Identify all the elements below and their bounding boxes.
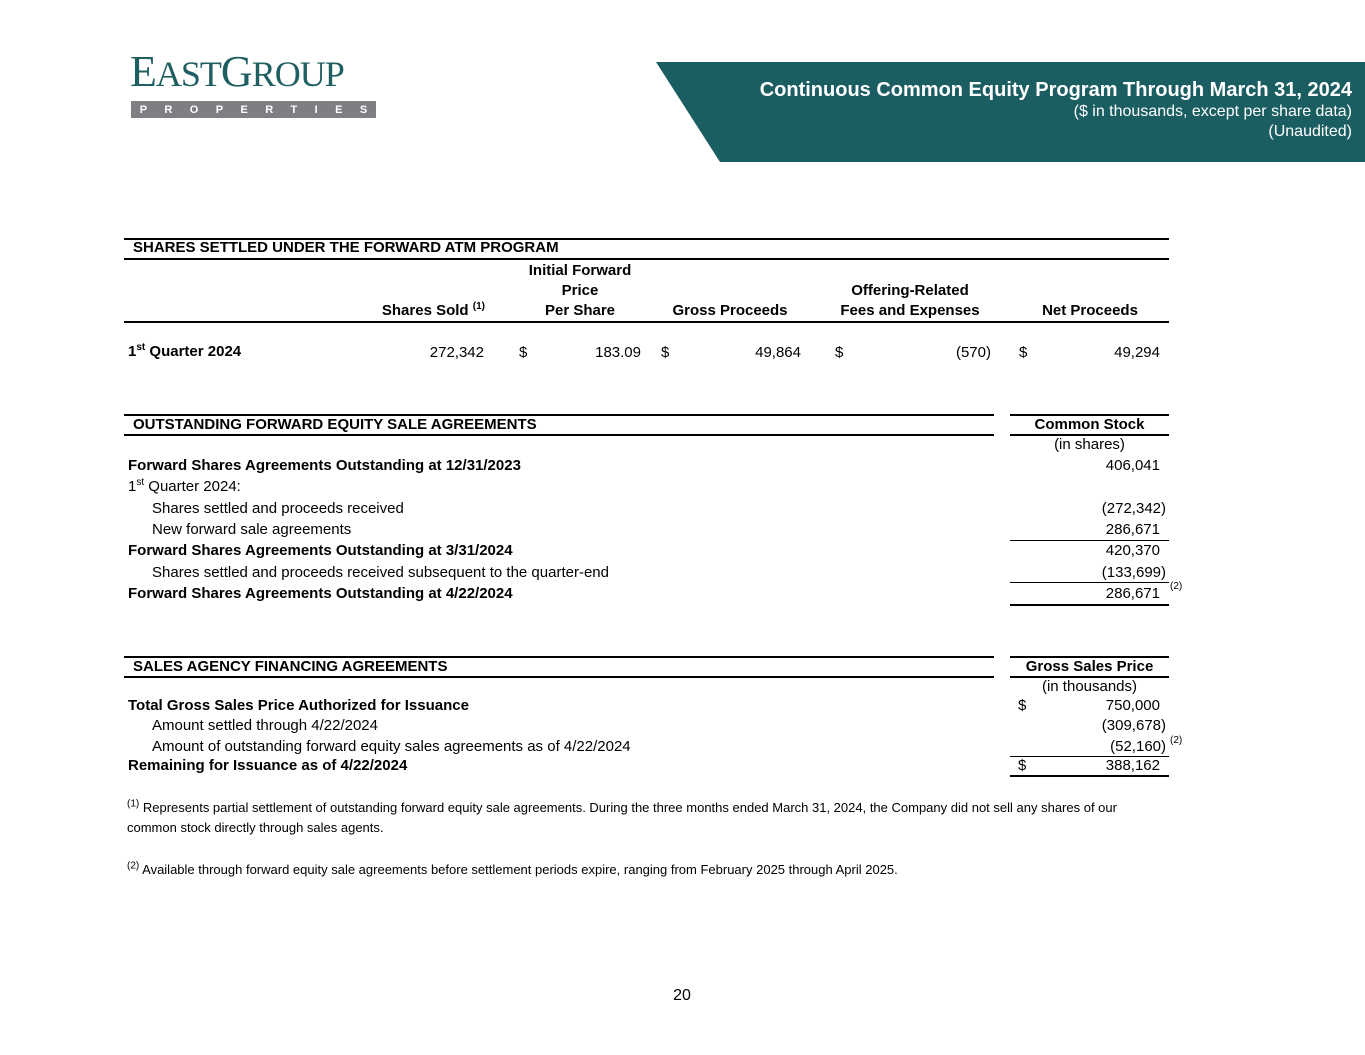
forward-row-3-label: New forward sale agreements: [152, 521, 352, 538]
sales-row-2-label: Amount settled through 4/22/2024: [152, 717, 378, 734]
forward-heading: OUTSTANDING FORWARD EQUITY SALE AGREEMENTS: [133, 416, 537, 433]
forward-row-4-value: 420,370: [1105, 542, 1160, 559]
col-net-proceeds: Net Proceeds: [1042, 302, 1138, 319]
sales-heading-rule: [124, 676, 994, 678]
forward-row-6-label: Forward Shares Agreements Outstanding at 4/22/2024: [128, 585, 513, 602]
sales-col-head: Gross Sales Price: [1025, 658, 1154, 675]
forward-quarter-label: 1st Quarter 2024:: [128, 477, 241, 495]
col-price-line3: Per Share: [544, 302, 616, 319]
sales-row-4-dollar: $: [1018, 757, 1027, 774]
footnote-1: $^{(1)}$ Represents partial settlement of outstanding forward equity sale agreements. During the three months ended March 31, 2024, the Company did not sell any shares of our common stock directly through sales agents.: [127, 798, 1117, 835]
page-subtitle: ($ in thousands, except per share data): [1073, 103, 1352, 120]
forward-heading-rule: [124, 434, 994, 436]
atm-price-dollar: $: [519, 344, 528, 361]
col-price-line2: Price: [561, 282, 599, 299]
unaudited-label: (Unaudited): [1268, 123, 1352, 140]
forward-col-head: Common Stock: [1034, 416, 1145, 433]
forward-row-4-label: Forward Shares Agreements Outstanding at 3/31/2024: [128, 542, 513, 559]
logo-letter: R: [164, 103, 173, 116]
footnote-ref-2b: (2): [1170, 735, 1183, 746]
forward-row-3-value: 286,671: [1105, 521, 1160, 538]
atm-fees-dollar: $: [835, 344, 844, 361]
logo-letter: S: [359, 103, 368, 116]
atm-heading-rule: [124, 258, 1169, 260]
sales-row-3-value: (52,160): [1110, 738, 1166, 755]
forward-row-6-value: 286,671: [1105, 585, 1160, 602]
atm-net-dollar: $: [1019, 344, 1028, 361]
atm-header-rule: [124, 321, 1169, 323]
logo-letter: P: [215, 103, 224, 116]
atm-gross-value: 49,864: [755, 344, 801, 361]
atm-row-label: 1st Quarter 2024: [128, 342, 242, 360]
logo-letter: I: [314, 103, 318, 116]
col-gross-proceeds: Gross Proceeds: [672, 302, 788, 319]
logo-letter: T: [290, 103, 298, 116]
header-text: [760, 78, 1352, 142]
sales-row-2-value: (309,678): [1101, 717, 1166, 734]
sales-row-1-dollar: $: [1018, 697, 1027, 714]
footnote-ref-2a: (2): [1170, 581, 1183, 592]
atm-shares-value: 272,342: [429, 344, 484, 361]
sales-row-4-label: Remaining for Issuance as of 4/22/2024: [128, 757, 408, 774]
col-fees-line2: Fees and Expenses: [840, 302, 980, 319]
page-title: Continuous Common Equity Program Through March 31, 2024: [759, 79, 1352, 101]
logo-letter: R: [265, 103, 274, 116]
forward-col-unit: (in shares): [1054, 436, 1125, 453]
footnote-2: $^{(2)}$ Available through forward equity sale agreements before settlement periods expire, ranging from February 2025 through April 2025.: [127, 860, 898, 877]
forward-row-2-label: Shares settled and proceeds received: [152, 500, 404, 517]
sales-row-4-value: 388,162: [1105, 757, 1160, 774]
atm-heading: SHARES SETTLED UNDER THE FORWARD ATM PROGRAM: [133, 239, 559, 256]
forward-row-5-label: Shares settled and proceeds received subsequent to the quarter-end: [152, 564, 609, 581]
forward-row-5-value: (133,699): [1101, 564, 1166, 581]
forward-double-rule: [1010, 604, 1169, 606]
forward-row-1-label: Forward Shares Agreements Outstanding at 12/31/2023: [128, 457, 521, 474]
company-logo: EASTGROUP: [130, 47, 344, 96]
logo-letter: E: [240, 103, 248, 116]
atm-price-value: 183.09: [595, 344, 641, 361]
forward-row-1-value: 406,041: [1105, 457, 1160, 474]
sales-col-unit: (in thousands): [1041, 678, 1138, 695]
atm-gross-dollar: $: [661, 344, 670, 361]
logo-properties-bar: [131, 101, 376, 118]
forward-total-rule: [1010, 582, 1169, 583]
logo-letter: P: [139, 103, 148, 116]
atm-fees-value: (570): [955, 344, 991, 361]
forward-subtotal-rule: [1010, 540, 1169, 541]
footnote-ref-1: (1): [472, 301, 485, 312]
sales-heading: SALES AGENCY FINANCING AGREEMENTS: [133, 658, 448, 675]
logo-letter: O: [189, 103, 199, 116]
sales-row-3-label: Amount of outstanding forward equity sales agreements as of 4/22/2024: [152, 738, 631, 755]
sales-row-1-label: Total Gross Sales Price Authorized for Issuance: [128, 697, 469, 714]
sales-double-rule: [1010, 775, 1169, 777]
col-shares-sold: Shares Sold $^{(1)}$: [381, 301, 485, 319]
sales-row-1-value: 750,000: [1105, 697, 1160, 714]
col-fees-line1: Offering-Related: [851, 282, 969, 299]
forward-row-2-value: (272,342): [1101, 500, 1166, 517]
page-number: 20: [673, 987, 691, 1004]
col-price-line1: Initial Forward: [528, 262, 632, 279]
logo-letter: E: [335, 103, 343, 116]
atm-net-value: 49,294: [1114, 344, 1160, 361]
